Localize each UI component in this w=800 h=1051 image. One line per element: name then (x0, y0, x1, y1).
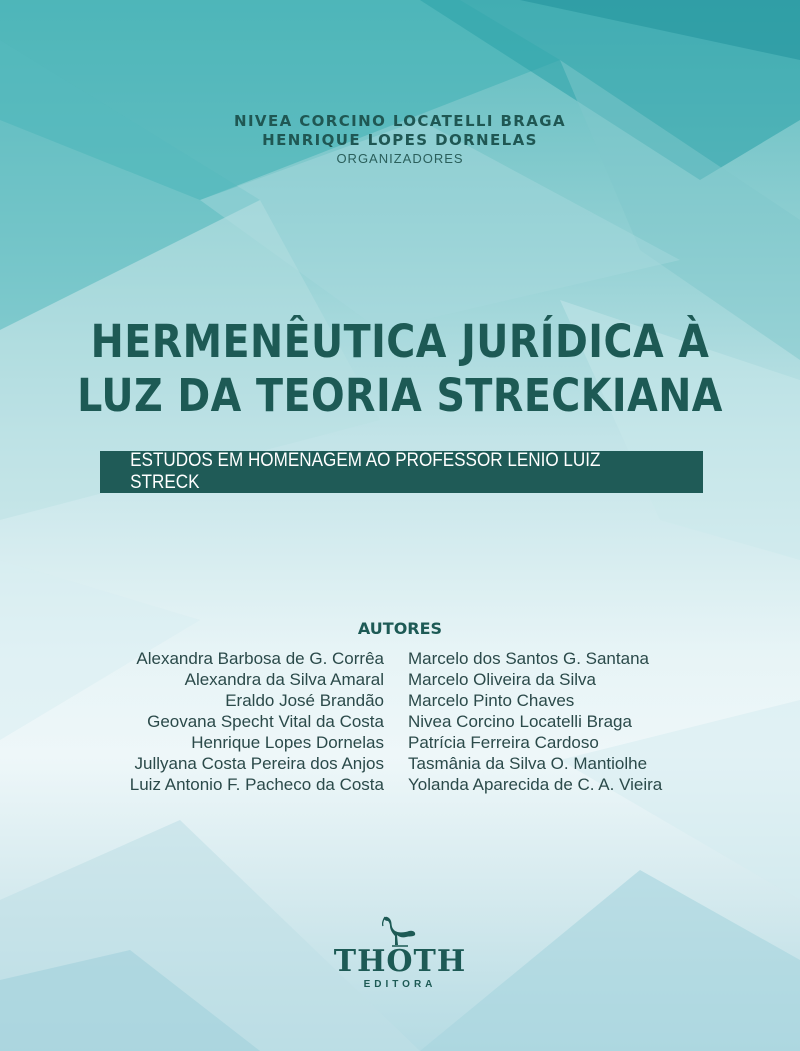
authors-right-column (408, 648, 662, 795)
author-name: Jullyana Costa Pereira dos Anjos (134, 754, 384, 773)
organizer-name: HENRIQUE LOPES DORNELAS (262, 131, 538, 149)
book-title (48, 315, 752, 423)
publisher-logo (300, 915, 500, 990)
authors-heading: AUTORES (357, 619, 443, 638)
publisher-label: EDITORA (363, 979, 437, 990)
organizers-label: ORGANIZADORES (336, 151, 464, 166)
publisher-name: THOTH (333, 944, 467, 979)
author-name: Marcelo Pinto Chaves (408, 691, 575, 710)
subtitle-band (100, 451, 703, 493)
author-name: Nivea Corcino Locatelli Braga (408, 712, 632, 731)
author-name: Yolanda Aparecida de C. A. Vieira (408, 775, 663, 794)
title-line-2: LUZ DA TEORIA STRECKIANA (77, 369, 723, 422)
organizers-block (0, 112, 800, 166)
author-name: Alexandra da Silva Amaral (184, 670, 384, 689)
subtitle-text: ESTUDOS EM HOMENAGEM AO PROFESSOR LENIO LUIZ STRECK (130, 450, 601, 493)
author-name: Marcelo Oliveira da Silva (408, 670, 597, 689)
author-name: Alexandra Barbosa de G. Corrêa (136, 649, 384, 668)
author-name: Marcelo dos Santos G. Santana (408, 649, 649, 668)
organizer-name: NIVEA CORCINO LOCATELLI BRAGA (234, 112, 566, 130)
author-name: Patrícia Ferreira Cardoso (408, 733, 599, 752)
author-name: Tasmânia da Silva O. Mantiolhe (408, 754, 648, 773)
authors-left-column (130, 648, 384, 795)
author-name: Luiz Antonio F. Pacheco da Costa (129, 775, 384, 794)
author-name: Geovana Specht Vital da Costa (147, 712, 384, 731)
author-name: Henrique Lopes Dornelas (191, 733, 384, 752)
title-line-1: HERMENÊUTICA JURÍDICA À (90, 315, 710, 368)
author-name: Eraldo José Brandão (225, 691, 384, 710)
